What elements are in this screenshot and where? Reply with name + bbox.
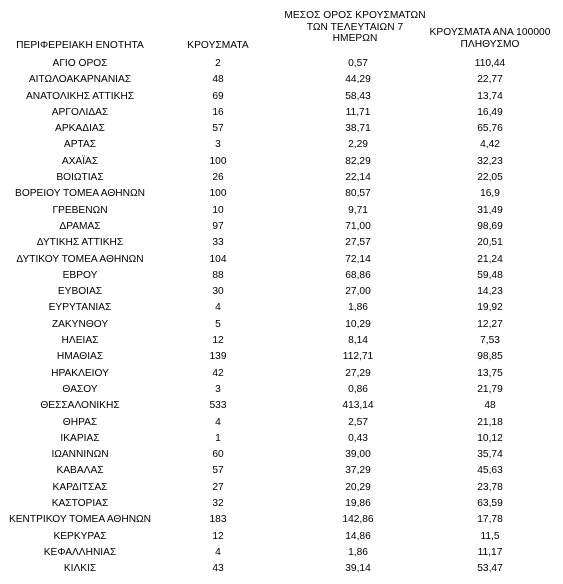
cases-cell: 3 (215, 139, 221, 151)
per-100000-cell: 31,49 (477, 204, 503, 216)
region-cell: ΔΥΤΙΚΗΣ ΑΤΤΙΚΗΣ (36, 237, 124, 249)
table-row (0, 366, 563, 382)
region-cell: ΓΡΕΒΕΝΩΝ (52, 204, 108, 216)
per-100000-cell: 16,49 (477, 106, 503, 118)
cases-cell: 1 (215, 432, 221, 444)
table-row (0, 512, 563, 528)
table-row (0, 284, 563, 300)
table-header (0, 8, 563, 55)
seven-day-average-cell: 0,43 (348, 432, 368, 444)
per-100000-cell: 22,05 (477, 172, 503, 184)
region-cell: ΑΧΑΪΑΣ (61, 155, 99, 167)
cases-cell: 27 (212, 481, 224, 493)
per-100000-cell: 4,42 (480, 139, 500, 151)
seven-day-average-cell: 27,29 (345, 367, 371, 379)
region-cell: ΗΛΕΙΑΣ (61, 335, 99, 347)
cases-cell: 100 (209, 155, 227, 167)
seven-day-average-cell: 27,57 (345, 237, 371, 249)
table-row (0, 105, 563, 121)
seven-day-average-cell: 19,86 (345, 498, 371, 510)
cases-cell: 12 (212, 530, 224, 542)
per-100000-cell: 14,23 (477, 286, 503, 298)
region-cell: ΕΥΡΥΤΑΝΙΑΣ (48, 302, 112, 314)
table-row (0, 431, 563, 447)
seven-day-average-cell: 39,14 (345, 563, 371, 575)
table-row (0, 529, 563, 545)
table-row (0, 415, 563, 431)
table-row (0, 186, 563, 202)
seven-day-average-cell: 82,29 (345, 155, 371, 167)
cases-cell: 57 (212, 123, 224, 135)
seven-day-average-cell: 0,57 (348, 58, 368, 69)
per-100000-cell: 21,24 (477, 253, 503, 265)
region-cell: ΗΡΑΚΛΕΙΟΥ (51, 367, 109, 379)
seven-day-average-cell: 72,14 (345, 253, 371, 265)
region-cell: ΑΓΙΟ ΟΡΟΣ (52, 58, 108, 69)
cases-cell: 100 (209, 188, 227, 200)
per-100000-cell: 12,27 (477, 318, 503, 330)
table-row (0, 56, 563, 72)
per-100000-cell: 21,79 (477, 383, 503, 395)
cases-cell: 12 (212, 335, 224, 347)
per-100000-cell: 16,9 (480, 188, 500, 200)
cases-cell: 32 (212, 498, 224, 510)
region-cell: ΚΑΣΤΟΡΙΑΣ (51, 498, 109, 510)
cases-cell: 3 (215, 383, 221, 395)
cases-cell: 88 (212, 269, 224, 281)
table-row (0, 72, 563, 88)
cases-cell: 16 (212, 106, 224, 118)
region-cell: ΒΟΙΩΤΙΑΣ (56, 172, 104, 184)
cases-cell: 42 (212, 367, 224, 379)
region-cell: ΑΡΤΑΣ (63, 139, 97, 151)
table-row (0, 154, 563, 170)
table-row (0, 317, 563, 333)
per-100000-cell: 110,44 (474, 58, 506, 69)
cases-cell: 57 (212, 465, 224, 477)
region-cell: ΑΡΓΟΛΙΔΑΣ (51, 106, 109, 118)
cases-cell: 533 (209, 400, 227, 412)
cases-cell: 10 (212, 204, 224, 216)
header-cases: ΚΡΟΥΣΜΑΤΑ (187, 40, 249, 51)
cases-cell: 4 (215, 546, 221, 558)
cases-cell: 5 (215, 318, 221, 330)
region-cell: ΚΑΡΔΙΤΣΑΣ (52, 481, 108, 493)
region-cell: ΕΥΒΟΙΑΣ (57, 286, 103, 298)
seven-day-average-cell: 10,29 (345, 318, 371, 330)
region-cell: ΘΑΣΟΥ (62, 383, 98, 395)
table-row (0, 463, 563, 479)
cases-cell: 43 (212, 563, 224, 575)
table-row (0, 333, 563, 349)
per-100000-cell: 10,12 (477, 432, 503, 444)
table-row (0, 137, 563, 153)
per-100000-cell: 7,53 (480, 335, 500, 347)
seven-day-average-cell: 413,14 (342, 400, 374, 412)
seven-day-average-cell: 38,71 (345, 123, 371, 135)
per-100000-cell: 17,78 (477, 514, 503, 526)
region-cell: ΚΕΡΚΥΡΑΣ (53, 530, 107, 542)
seven-day-average-cell: 22,14 (345, 172, 371, 184)
region-cell: ΔΡΑΜΑΣ (59, 220, 101, 232)
table-row (0, 480, 563, 496)
cases-cell: 48 (212, 74, 224, 86)
seven-day-average-cell: 58,43 (345, 90, 371, 102)
seven-day-average-cell: 1,86 (348, 302, 368, 314)
per-100000-cell: 63,59 (477, 498, 503, 510)
region-cell: ΘΗΡΑΣ (62, 416, 98, 428)
seven-day-average-cell: 2,57 (348, 416, 368, 428)
table-row (0, 121, 563, 137)
region-cell: ΙΚΑΡΙΑΣ (60, 432, 100, 444)
per-100000-cell: 13,75 (477, 367, 503, 379)
region-cell: ΑΝΑΤΟΛΙΚΗΣ ΑΤΤΙΚΗΣ (25, 90, 135, 102)
region-cell: ΚΕΝΤΡΙΚΟΥ ΤΟΜΕΑ ΑΘΗΝΩΝ (8, 514, 152, 526)
per-100000-cell: 35,74 (477, 449, 503, 461)
seven-day-average-cell: 11,71 (345, 106, 371, 118)
table-row (0, 382, 563, 398)
cases-cell: 139 (209, 351, 227, 363)
table-row (0, 235, 563, 251)
cases-cell: 97 (212, 220, 224, 232)
cases-cell: 26 (212, 172, 224, 184)
seven-day-average-cell: 9,71 (348, 204, 368, 216)
table-row (0, 170, 563, 186)
region-cell: ΙΩΑΝΝΙΝΩΝ (51, 449, 109, 461)
per-100000-cell: 98,69 (477, 220, 503, 232)
seven-day-average-cell: 112,71 (342, 351, 374, 363)
cases-cell: 104 (209, 253, 227, 265)
per-100000-cell: 45,63 (477, 465, 503, 477)
cases-cell: 4 (215, 416, 221, 428)
region-cell: ΗΜΑΘΙΑΣ (56, 351, 104, 363)
per-100000-cell: 48 (484, 400, 496, 412)
per-100000-cell: 11,17 (477, 546, 503, 558)
table-row (0, 300, 563, 316)
seven-day-average-cell: 14,86 (345, 530, 371, 542)
seven-day-average-cell: 44,29 (345, 74, 371, 86)
table-row (0, 349, 563, 365)
header-cases-per-100000: ΚΡΟΥΣΜΑΤΑ ΑΝΑ 100000 ΠΛΗΘΥΣΜΟ (429, 27, 551, 50)
per-100000-cell: 59,48 (477, 269, 503, 281)
per-100000-cell: 20,51 (477, 237, 503, 249)
region-cell: ΚΑΒΑΛΑΣ (56, 465, 104, 477)
region-cell: ΖΑΚΥΝΘΟΥ (51, 318, 109, 330)
cases-cell: 30 (212, 286, 224, 298)
header-region: ΠΕΡΙΦΕΡΕΙΑΚΗ ΕΝΟΤΗΤΑ (16, 40, 144, 51)
per-100000-cell: 65,76 (477, 123, 503, 135)
table-row (0, 219, 563, 235)
region-cell: ΚΕΦΑΛΛΗΝΙΑΣ (43, 546, 117, 558)
cases-cell: 33 (212, 237, 224, 249)
seven-day-average-cell: 39,00 (345, 449, 371, 461)
seven-day-average-cell: 142,86 (342, 514, 374, 526)
cases-cell: 2 (215, 58, 221, 69)
seven-day-average-cell: 80,57 (345, 188, 371, 200)
seven-day-average-cell: 27,00 (345, 286, 371, 298)
seven-day-average-cell: 20,29 (345, 481, 371, 493)
table-row (0, 496, 563, 512)
seven-day-average-cell: 8,14 (348, 335, 368, 347)
table-row (0, 252, 563, 268)
per-100000-cell: 13,74 (477, 90, 503, 102)
table-row (0, 447, 563, 463)
table-row (0, 268, 563, 284)
table-row (0, 203, 563, 219)
per-100000-cell: 22,77 (477, 74, 503, 86)
seven-day-average-cell: 2,29 (348, 139, 368, 151)
per-100000-cell: 98,85 (477, 351, 503, 363)
table-row (0, 561, 563, 577)
region-cell: ΑΡΚΑΔΙΑΣ (55, 123, 105, 135)
seven-day-average-cell: 68,86 (345, 269, 371, 281)
region-cell: ΑΙΤΩΛΟΑΚΑΡΝΑΝΙΑΣ (28, 74, 132, 86)
region-cell: ΚΙΛΚΙΣ (63, 563, 97, 575)
cases-cell: 60 (212, 449, 224, 461)
table-row (0, 545, 563, 561)
header-seven-day-average: ΜΕΣΟΣ ΟΡΟΣ ΚΡΟΥΣΜΑΤΩΝ ΤΩΝ ΤΕΛΕΥΤΑΙΩΝ 7 ΗΜΕΡΩΝ (284, 10, 426, 44)
per-100000-cell: 21,18 (477, 416, 503, 428)
cases-cell: 4 (215, 302, 221, 314)
cases-cell: 69 (212, 90, 224, 102)
region-cell: ΔΥΤΙΚΟΥ ΤΟΜΕΑ ΑΘΗΝΩΝ (16, 253, 144, 265)
region-cell: ΘΕΣΣΑΛΟΝΙΚΗΣ (40, 400, 120, 412)
per-100000-cell: 19,92 (477, 302, 503, 314)
seven-day-average-cell: 0,86 (348, 383, 368, 395)
per-100000-cell: 11,5 (480, 530, 500, 542)
table-body (0, 56, 563, 578)
per-100000-cell: 53,47 (477, 563, 503, 575)
per-100000-cell: 32,23 (477, 155, 503, 167)
region-cell: ΒΟΡΕΙΟΥ ΤΟΜΕΑ ΑΘΗΝΩΝ (15, 188, 145, 200)
seven-day-average-cell: 37,29 (345, 465, 371, 477)
region-cell: ΕΒΡΟΥ (62, 269, 98, 281)
seven-day-average-cell: 71,00 (345, 220, 371, 232)
seven-day-average-cell: 1,86 (348, 546, 368, 558)
cases-cell: 183 (209, 514, 227, 526)
per-100000-cell: 23,78 (477, 481, 503, 493)
table-row (0, 89, 563, 105)
table-row (0, 398, 563, 414)
